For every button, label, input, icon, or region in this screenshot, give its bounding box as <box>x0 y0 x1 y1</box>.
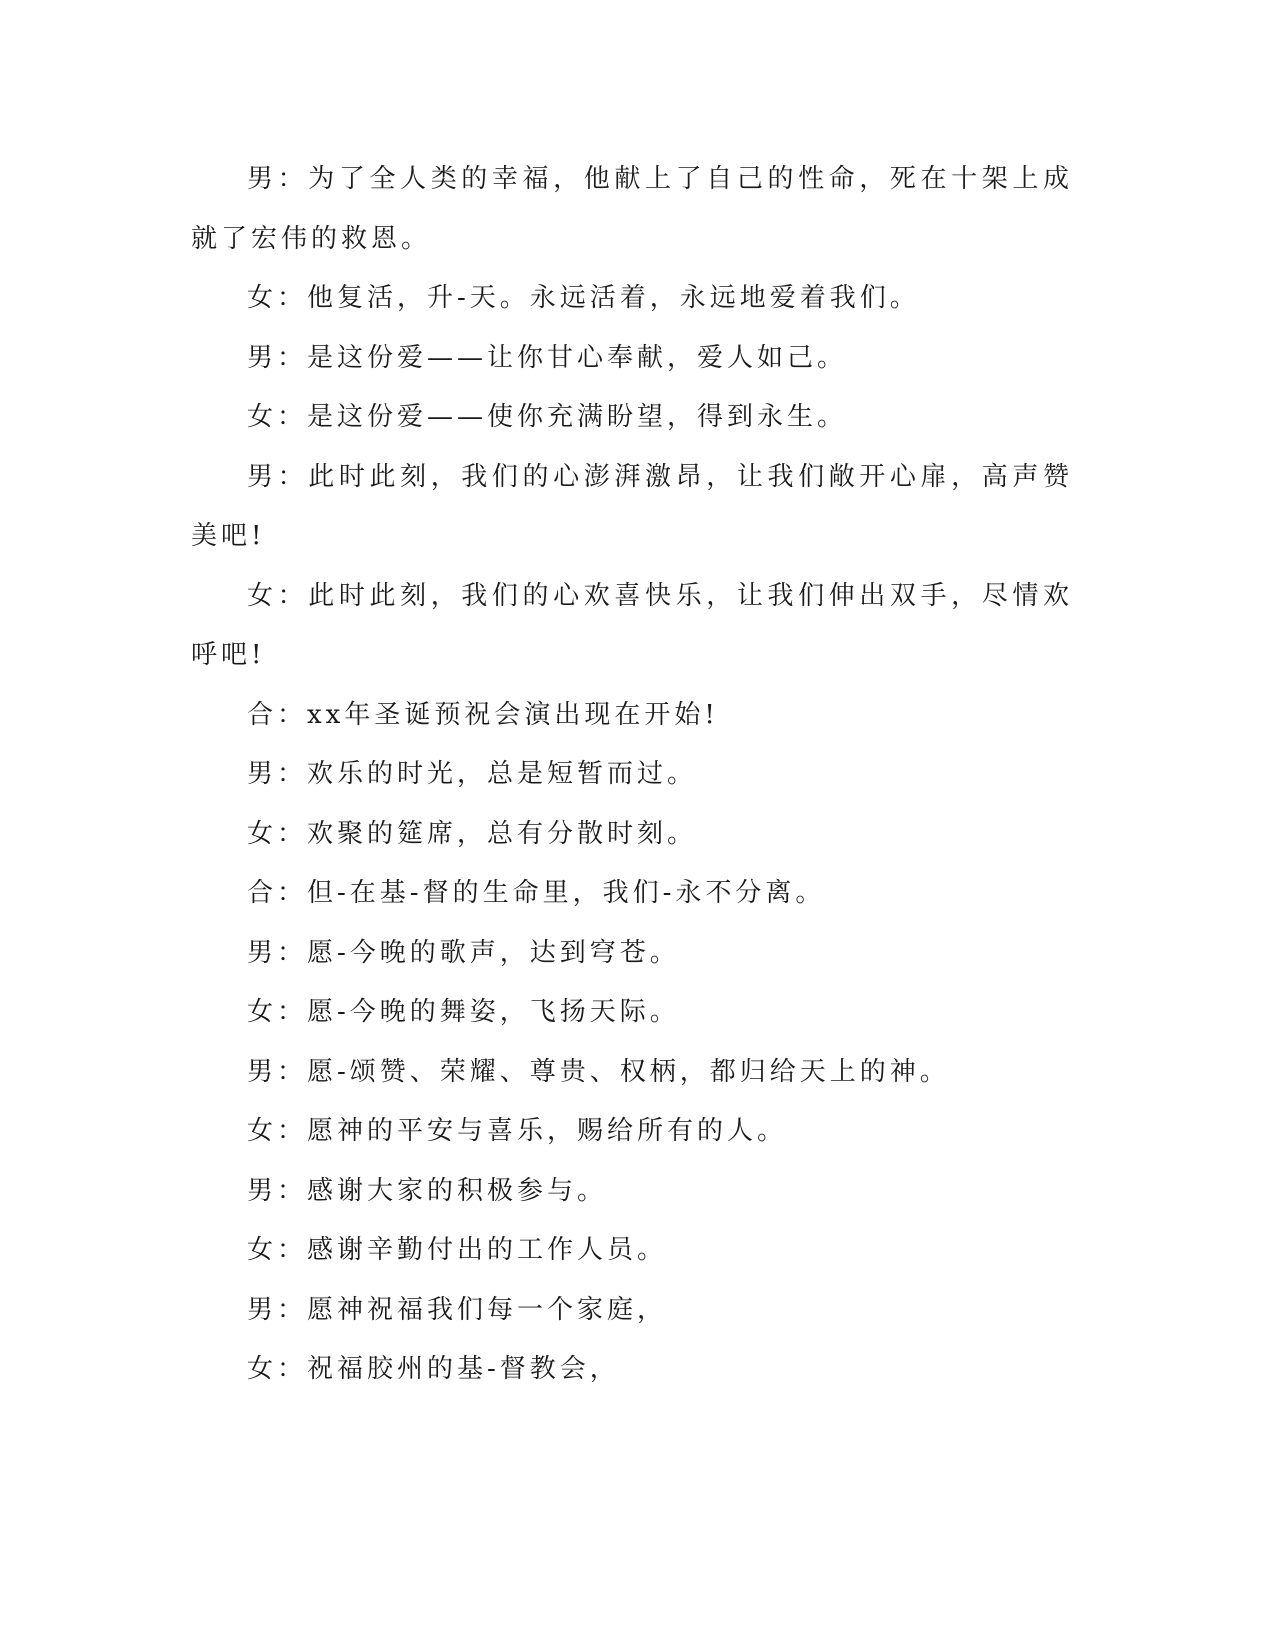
paragraph: 男：愿神祝福我们每一个家庭， <box>247 1294 668 1325</box>
paragraph: 男：愿-颂赞、荣耀、尊贵、权柄，都归给天上的神。 <box>247 1056 950 1087</box>
document-body <box>191 150 1073 1400</box>
paragraph: 合：但-在基-督的生命里，我们-永不分离。 <box>247 878 826 908</box>
paragraph: 女：感谢辛勤付出的工作人员。 <box>247 1235 668 1265</box>
paragraph: 男：愿-今晚的歌声，达到穹苍。 <box>247 937 680 968</box>
paragraph: 合：xx年圣诞预祝会演出现在开始! <box>247 699 719 730</box>
paragraph: 男：此时此刻，我们的心澎湃激昂，让我们敞开心扉，高声赞美吧! <box>191 461 1073 551</box>
paragraph: 女：此时此刻，我们的心欢喜快乐，让我们伸出双手，尽情欢呼吧! <box>191 580 1073 670</box>
paragraph: 女：是这份爱——使你充满盼望，得到永生。 <box>247 402 848 432</box>
paragraph: 女：欢聚的筵席，总有分散时刻。 <box>247 818 698 849</box>
paragraph: 男：感谢大家的积极参与。 <box>247 1175 608 1206</box>
paragraph: 女：祝福胶州的基-督教会， <box>247 1354 620 1384</box>
paragraph: 男：欢乐的时光，总是短暂而过。 <box>247 759 698 789</box>
paragraph: 男：为了全人类的幸福，他献上了自己的性命，死在十架上成就了宏伟的救恩。 <box>191 164 1073 254</box>
paragraph: 男：是这份爱——让你甘心奉献，爱人如己。 <box>247 342 848 373</box>
paragraph: 女：愿-今晚的舞姿，飞扬天际。 <box>247 997 680 1027</box>
paragraph: 女：愿神的平安与喜乐，赐给所有的人。 <box>247 1116 788 1146</box>
paragraph: 女：他复活，升-天。永远活着，永远地爱着我们。 <box>247 283 920 313</box>
